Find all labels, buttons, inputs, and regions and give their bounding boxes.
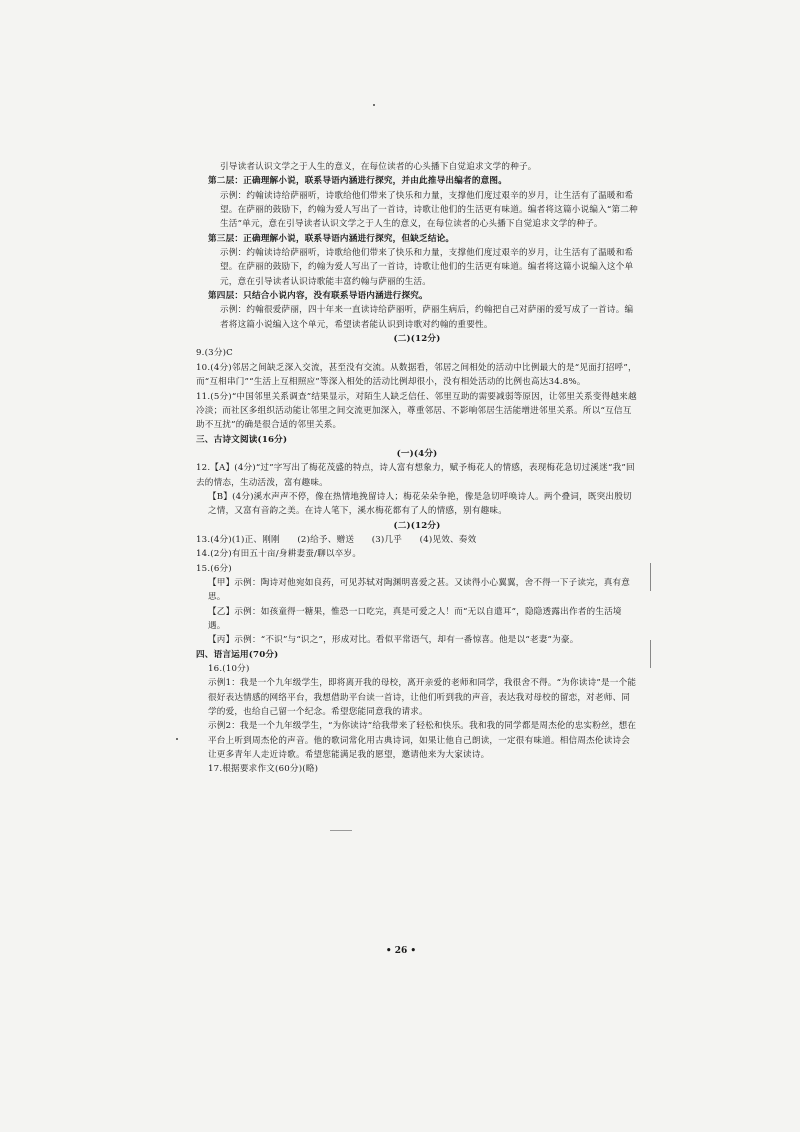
scan-dust-speck — [176, 738, 178, 740]
answer-paragraph: 示例1：我是一个九年级学生，即将离开我的母校，离开亲爱的老师和同学，我很舍不得。“为你读诗”是一个能很好表达情感的网络平台，我想借助平台读一首诗，让他们听到我的声音，表达我对母校的留恋，对老师、同学的爱，也给自己留一个纪念。希望您能同意我的请求。 — [208, 678, 637, 718]
answer-text-body — [196, 160, 638, 777]
answer-paragraph: 15.(6分) — [196, 563, 232, 574]
answer-paragraph: 12.【A】(4分)“过”字写出了梅花茂盛的特点，诗人富有想象力，赋予梅花人的情感，表现梅花急切过溪迷“我”回去的情态，生动活泼，富有趣味。 — [196, 463, 635, 488]
answer-paragraph: 16.(10分) — [208, 664, 250, 675]
answer-paragraph: 引导读者认识文学之于人生的意义，在每位读者的心头播下自觉追求文学的种子。 — [220, 162, 537, 172]
answer-paragraph: 示例：约翰很爱萨丽，四十年来一直读诗给萨丽听，萨丽生病后，约翰把自己对萨丽的爱写成了一首诗。编者将这篇小说编入这个单元，希望读者能认识到诗歌对约翰的重要性。 — [220, 305, 634, 330]
answer-paragraph: 【丙】示例：“不识”与“识之”，形成对比。看似平常语气，却有一番惊喜。他是以“老妻”为豪。 — [208, 635, 579, 646]
answer-paragraph: 【B】(4分)溪水声声不停，像在热情地挽留诗人；梅花朵朵争艳，像是急切呼唤诗人。两个叠词，既突出殷切之情，又富有音韵之美。在诗人笔下，溪水梅花都有了人的情感，别有趣味。 — [208, 491, 632, 517]
answer-paragraph: 11.(5分)“中国邻里关系调查”结果显示，对陌生人缺乏信任、邻里互助的需要减弱等原因，让邻里关系变得越来越冷淡；而社区多组织活动能让邻里之间交流更加深入，尊重邻居、不影响邻居生活能增进邻里关系。所以“互信互助不互扰”的确是很合适的邻里关系。 — [196, 391, 637, 431]
page-number: • 26 • — [385, 946, 417, 956]
scan-edge-mark — [650, 563, 651, 591]
answer-paragraph: 【甲】示例：陶诗对他宛如良药，可见苏轼对陶渊明喜爱之甚。又读得小心翼翼，舍不得一下子读完，真有意思。 — [208, 577, 631, 603]
answer-paragraph: 9.(3分)C — [196, 348, 233, 359]
answer-paragraph: 17.根据要求作文(60分)(略) — [208, 764, 319, 775]
section-heading: 三、古诗文阅读(16分) — [196, 434, 288, 445]
scan-edge-mark — [650, 640, 651, 668]
answer-paragraph: 13.(4分)(1)正、刚刚 (2)给予、赠送 (3)几乎 (4)见效、奏效 — [196, 534, 477, 545]
answer-paragraph: 示例：约翰读诗给萨丽听，诗歌给他们带来了快乐和力量，支撑他们度过艰辛的岁月，让生活有了温暖和希望。在萨丽的鼓励下，约翰为爱人写出了一首诗，诗歌让他们的生活更有味道。编者将这篇小说编入“第二种生活”单元，意在引导读者认识文学之于人生的意义，在每位读者的心头播下自觉追求文学的种子。 — [220, 190, 638, 230]
answer-paragraph: (二)(12分) — [393, 334, 441, 345]
answer-paragraph: 14.(2分)有田五十亩/身耕妻蚕/聊以卒岁。 — [196, 549, 362, 560]
answer-paragraph: 示例2：我是一个九年级学生，“为你读诗”给我带来了轻松和快乐。我和我的同学都是周杰伦的忠实粉丝，想在平台上听到周杰伦的声音。他的歌词常化用古典诗词，如果让他自己朗读，一定很有味道。相信周杰伦读诗会让更多青年人走近诗歌。希望您能满足我的愿望，邀请他来为大家读诗。 — [208, 721, 637, 761]
answer-paragraph: (一)(4分) — [396, 448, 438, 459]
section-heading: 第二层：正确理解小说，联系导语内涵进行探究，并由此推导出编者的意图。 — [208, 176, 507, 187]
section-heading: 第三层：正确理解小说，联系导语内涵进行探究，但缺乏结论。 — [208, 233, 455, 244]
answer-paragraph: (二)(12分) — [393, 520, 441, 531]
answer-paragraph: 10.(4分)邻居之间缺乏深入交流，甚至没有交流。从数据看，邻居之间相处的活动中比例最大的是“见面打招呼”，而“互相串门”“生活上互相照应”等深入相处的活动比例却很小，没有相处活动的比例也高达34.8%。 — [196, 362, 637, 388]
scan-smudge — [330, 830, 352, 831]
answer-paragraph: 【乙】示例：如孩童得一糖果，惟恐一口吃完，真是可爱之人！而“无以自遣耳”，隐隐透露出作者的生活境遇。 — [208, 606, 622, 631]
scan-dust-speck — [373, 104, 375, 106]
answer-paragraph: 示例：约翰读诗给萨丽听，诗歌给他们带来了快乐和力量，支撑他们度过艰辛的岁月，让生活有了温暖和希望。在萨丽的鼓励下，约翰为爱人写出了一首诗，诗歌让他们的生活更有味道。编者将这篇小说编入这个单元，意在引导读者认识诗歌能丰富约翰与萨丽的生活。 — [220, 248, 634, 287]
section-heading: 第四层：只结合小说内容，没有联系导语内涵进行探究。 — [208, 291, 428, 302]
section-heading: 四、语言运用(70分) — [196, 649, 279, 660]
